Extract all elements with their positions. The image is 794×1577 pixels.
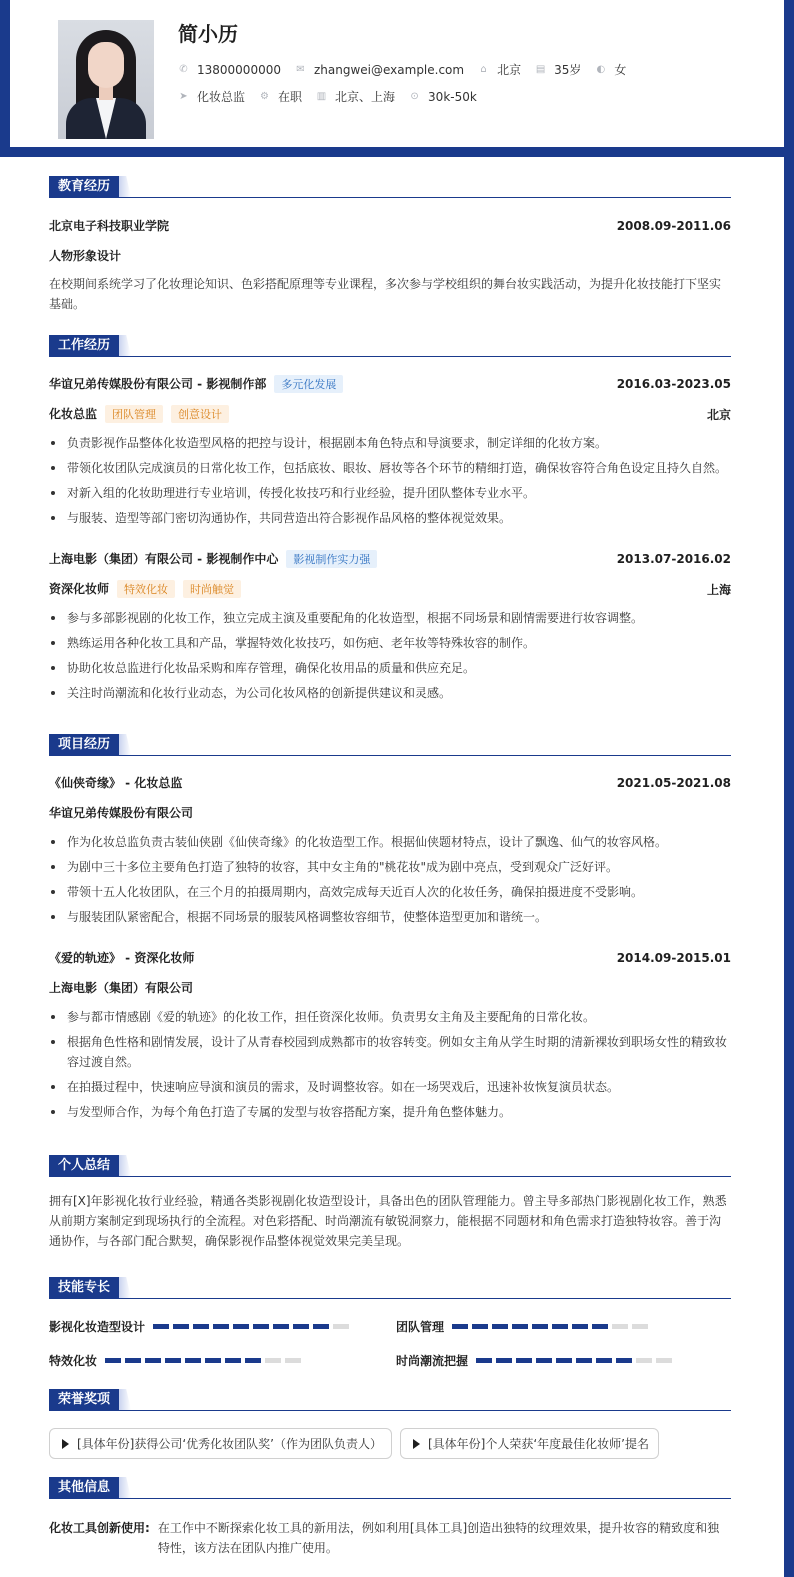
list-item: 对新入组的化妆助理进行专业培训，传授化妆技巧和行业经验，提升团队整体专业水平。 — [49, 483, 731, 503]
list-item: 与服装、造型等部门密切沟通协作，共同营造出符合影视作品风格的整体视觉效果。 — [49, 508, 731, 528]
skill-name: 特效化妆 — [49, 1354, 98, 1368]
skill-segment — [245, 1358, 261, 1363]
list-item: 带领化妆团队完成演员的日常化妆工作，包括底妆、眼妆、唇妆等各个环节的精细打造，确保妆容符合角色设定且持久自然。 — [49, 458, 731, 478]
skill-item — [396, 1318, 652, 1335]
candidate-name: 简小历 — [178, 22, 238, 46]
edu-desc: 在校期间系统学习了化妆理论知识、色彩搭配原理等专业课程，多次参与学校组织的舞台妆实践活动，为提升化妆技能打下坚实基础。 — [49, 277, 722, 311]
work-bullets — [49, 433, 731, 533]
award-text: [具体年份]获得公司‘优秀化妆团队奖’（作为团队负责人） — [77, 1437, 382, 1451]
skill-segment — [472, 1324, 488, 1329]
work-date: 2013.07-2016.02 — [616, 552, 731, 566]
phone-icon: ✆ — [179, 64, 188, 75]
city: 北京 — [497, 63, 522, 77]
info-row-1 — [178, 61, 640, 78]
school: 北京电子科技职业学院 — [49, 219, 170, 233]
list-item: 参与多部影视剧的化妆工作，独立完成主演及重要配角的化妆造型，根据不同场景和剧情需要进行妆容调整。 — [49, 608, 731, 628]
project-date: 2014.09-2015.01 — [616, 950, 731, 965]
age: 35岁 — [554, 63, 582, 77]
salary: 30k-50k — [428, 89, 477, 104]
project-bullets — [49, 832, 731, 932]
skill-segment — [105, 1358, 121, 1363]
project-org: 华谊兄弟传媒股份有限公司 — [49, 806, 194, 820]
skill-segment — [293, 1324, 309, 1329]
work-role-row — [49, 580, 731, 598]
skill-segment — [592, 1324, 608, 1329]
frame-left — [0, 0, 10, 157]
send-icon: ➤ — [179, 91, 188, 102]
avatar — [58, 20, 154, 139]
project-date: 2021.05-2021.08 — [616, 775, 731, 790]
skill-bar — [105, 1358, 305, 1363]
home-icon: ⌂ — [480, 64, 487, 75]
status: 在职 — [278, 90, 303, 104]
section-title: 其他信息 — [49, 1477, 119, 1498]
section-title: 项目经历 — [49, 734, 119, 755]
skill-segment — [165, 1358, 181, 1363]
skill-segment — [233, 1324, 249, 1329]
skill-segment — [496, 1358, 512, 1363]
skill-bar — [452, 1324, 652, 1329]
skill-segment — [265, 1358, 281, 1363]
list-item: 参与都市情感剧《爱的轨迹》的化妆工作，担任资深化妆师。负责男女主角及主要配角的日常化妆。 — [49, 1007, 731, 1027]
play-icon — [62, 1439, 69, 1449]
building-icon: ▥ — [316, 91, 327, 102]
skill-segment — [572, 1324, 588, 1329]
section-title: 技能专长 — [49, 1277, 119, 1298]
skill-segment — [193, 1324, 209, 1329]
summary-text: 拥有[X]年影视化妆行业经验，精通各类影视剧化妆造型设计，具备出色的团队管理能力。曾主导多部热门影视剧化妆工作，熟悉从前期方案制定到现场执行的全流程。对色彩搭配、时尚潮流有敏锐洞察力，能根据不同题材和角色需求打造独特妆容。善于沟通协作，与各部门配合默契，确保影视作品整体视觉效果完美呈现。 — [49, 1194, 727, 1248]
project-org: 上海电影（集团）有限公司 — [49, 981, 194, 995]
header — [0, 0, 784, 147]
role-tag: 创意设计 — [171, 405, 229, 423]
edu-date: 2008.09-2011.06 — [616, 218, 731, 233]
calendar-icon: ▤ — [535, 64, 546, 75]
other-item — [49, 1518, 731, 1558]
skill-item — [396, 1352, 676, 1369]
other-key: 化妆工具创新使用: — [49, 1521, 150, 1535]
section-title: 荣誉奖项 — [49, 1389, 119, 1410]
list-item: 关注时尚潮流和化妆行业动态，为公司化妆风格的创新提供建议和灵感。 — [49, 683, 731, 703]
job: 化妆总监 — [197, 90, 246, 104]
work-date: 2016.03-2023.05 — [616, 377, 731, 391]
skill-segment — [476, 1358, 492, 1363]
info-row-2 — [178, 88, 491, 105]
skill-segment — [285, 1358, 301, 1363]
list-item: 在拍摄过程中，快速响应导演和演员的需求，及时调整妆容。如在一场哭戏后，迅速补妆恢复演员状态。 — [49, 1077, 731, 1097]
email: zhangwei@example.com — [313, 62, 465, 77]
major: 人物形象设计 — [49, 249, 122, 263]
skill-segment — [205, 1358, 221, 1363]
list-item: 作为化妆总监负责古装仙侠剧《仙侠奇缘》的化妆造型工作。根据仙侠题材特点，设计了飘逸、仙气的妆容风格。 — [49, 832, 731, 852]
skill-segment — [656, 1358, 672, 1363]
list-item: 与服装团队紧密配合，根据不同场景的服装风格调整妆容细节，使整体造型更加和谐统一。 — [49, 907, 731, 927]
gender: 女 — [614, 63, 627, 77]
gender-icon: ◐ — [596, 64, 606, 75]
role-tag: 时尚触觉 — [183, 580, 241, 598]
skill-segment — [516, 1358, 532, 1363]
company-tag: 影视制作实力强 — [286, 550, 377, 568]
play-icon — [413, 1439, 420, 1449]
role-tag: 团队管理 — [105, 405, 163, 423]
skill-segment — [213, 1324, 229, 1329]
skill-name: 团队管理 — [396, 1320, 445, 1334]
award-item — [49, 1428, 392, 1459]
skill-name: 影视化妆造型设计 — [49, 1320, 146, 1334]
project-section — [49, 734, 731, 1119]
mail-icon: ✉ — [296, 64, 305, 75]
role: 资深化妆师 — [49, 582, 110, 596]
skill-segment — [616, 1358, 632, 1363]
gear-icon: ⚙ — [260, 91, 269, 102]
skill-segment — [532, 1324, 548, 1329]
skill-segment — [612, 1324, 628, 1329]
skill-name: 时尚潮流把握 — [396, 1354, 469, 1368]
role-tag: 特效化妆 — [117, 580, 175, 598]
skill-segment — [632, 1324, 648, 1329]
work-bullets — [49, 608, 731, 708]
company: 华谊兄弟传媒股份有限公司 - 影视制作部 — [49, 377, 267, 391]
skill-item — [49, 1318, 353, 1335]
skill-item — [49, 1352, 305, 1369]
skill-segment — [492, 1324, 508, 1329]
work-city: 上海 — [706, 582, 731, 597]
company-tag: 多元化发展 — [274, 375, 343, 393]
skill-segment — [512, 1324, 528, 1329]
section-title: 个人总结 — [49, 1155, 119, 1176]
skill-segment — [576, 1358, 592, 1363]
work-role-row — [49, 405, 731, 423]
skill-segment — [253, 1324, 269, 1329]
list-item: 协助化妆总监进行化妆品采购和库存管理，确保化妆用品的质量和供应充足。 — [49, 658, 731, 678]
list-item: 熟练运用各种化妆工具和产品，掌握特效化妆技巧，如伤疤、老年妆等特殊妆容的制作。 — [49, 633, 731, 653]
summary-section — [49, 1155, 731, 1248]
education-section — [49, 176, 731, 311]
work-header — [49, 375, 731, 393]
project-bullets — [49, 1007, 731, 1127]
skill-segment — [552, 1324, 568, 1329]
other-value: 在工作中不断探索化妆工具的新用法，例如利用[具体工具]创造出独特的纹理效果，提升妆容的精致度和独特性，该方法在团队内推广使用。 — [157, 1521, 720, 1555]
project-title: 《仙侠奇缘》 - 化妆总监 — [49, 776, 183, 790]
work-section — [49, 335, 731, 700]
section-title: 教育经历 — [49, 176, 119, 197]
skill-segment — [536, 1358, 552, 1363]
award-text: [具体年份]个人荣获‘年度最佳化妆师’提名 — [428, 1437, 649, 1451]
skill-bar — [153, 1324, 353, 1329]
skill-segment — [556, 1358, 572, 1363]
skill-segment — [145, 1358, 161, 1363]
target-city: 北京、上海 — [335, 90, 396, 104]
list-item: 负责影视作品整体化妆造型风格的把控与设计，根据剧本角色特点和导演要求，制定详细的化妆方案。 — [49, 433, 731, 453]
company: 上海电影（集团）有限公司 - 影视制作中心 — [49, 552, 279, 566]
awards-section — [49, 1389, 731, 1451]
skill-segment — [173, 1324, 189, 1329]
skill-segment — [153, 1324, 169, 1329]
project-title: 《爱的轨迹》 - 资深化妆师 — [49, 951, 195, 965]
skill-bar — [476, 1358, 676, 1363]
skills-section — [49, 1277, 731, 1368]
skill-segment — [636, 1358, 652, 1363]
list-item: 带领十五人化妆团队，在三个月的拍摄周期内，高效完成每天近百人次的化妆任务，确保拍摄进度不受影响。 — [49, 882, 731, 902]
skill-segment — [596, 1358, 612, 1363]
frame-bottom — [10, 147, 784, 157]
skill-segment — [125, 1358, 141, 1363]
work-city: 北京 — [706, 407, 731, 422]
skill-segment — [225, 1358, 241, 1363]
phone: 13800000000 — [197, 62, 281, 77]
role: 化妆总监 — [49, 407, 98, 421]
work-header — [49, 550, 731, 568]
award-item — [400, 1428, 659, 1459]
skill-segment — [313, 1324, 329, 1329]
list-item: 根据角色性格和剧情发展，设计了从青春校园到成熟都市的妆容转变。例如女主角从学生时期的清新裸妆到职场女性的精致妆容过渡自然。 — [49, 1032, 731, 1072]
skill-segment — [273, 1324, 289, 1329]
list-item: 为剧中三十多位主要角色打造了独特的妆容，其中女主角的"桃花妆"成为剧中亮点，受到观众广泛好评。 — [49, 857, 731, 877]
skill-segment — [452, 1324, 468, 1329]
frame-right — [784, 0, 794, 1577]
skill-segment — [185, 1358, 201, 1363]
salary-icon: ⊙ — [410, 91, 419, 102]
other-section — [49, 1477, 731, 1555]
section-title: 工作经历 — [49, 335, 119, 356]
skill-segment — [333, 1324, 349, 1329]
list-item: 与发型师合作，为每个角色打造了专属的发型与妆容搭配方案，提升角色整体魅力。 — [49, 1102, 731, 1122]
